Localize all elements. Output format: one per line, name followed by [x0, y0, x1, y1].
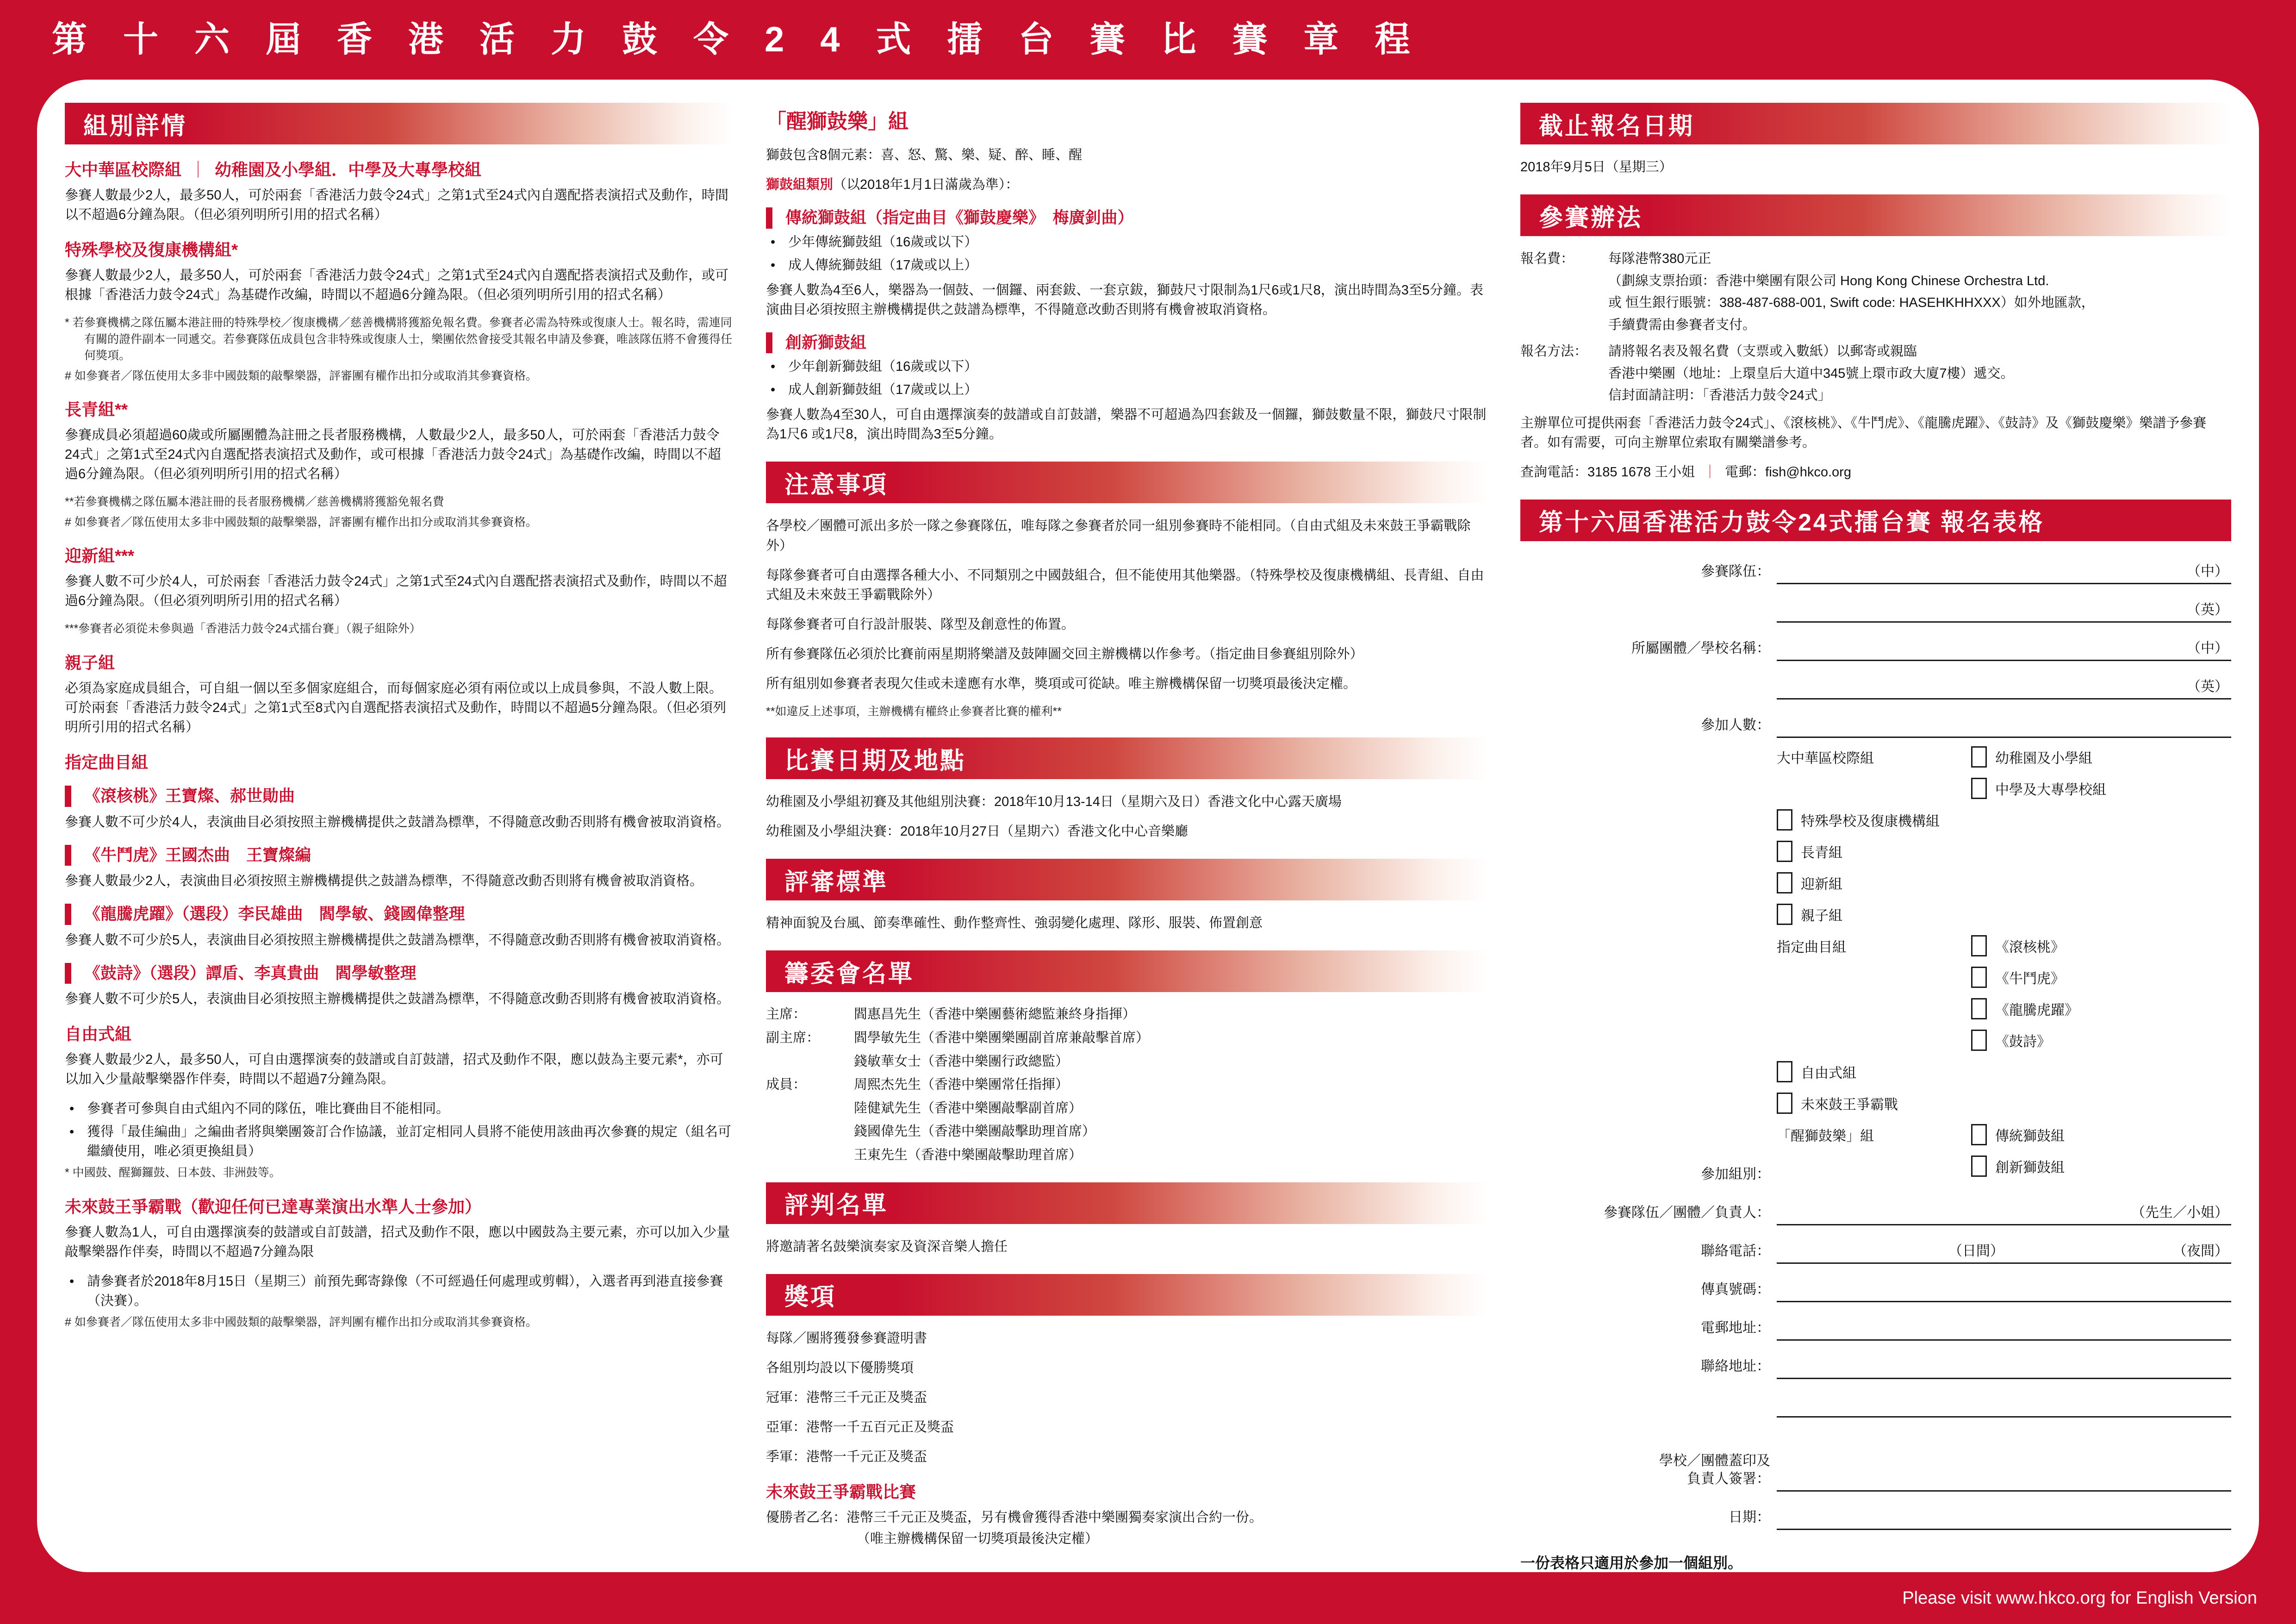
checkbox-icon: [1777, 809, 1792, 831]
signature-label-line1: 學校／團體蓋印及: [1659, 1453, 1770, 1468]
checkbox-icon: [1971, 998, 1987, 1019]
paragraph: 季軍：港幣一千元正及獎盃: [766, 1449, 927, 1464]
footnote: * 中國鼓、醒獅鑼鼓、日本鼓、非洲鼓等。: [65, 1166, 281, 1180]
section-header-judges: [766, 1182, 1488, 1224]
divider-bar: ｜: [1703, 464, 1717, 480]
paragraph: 每隊參賽者可自行設計服裝、隊型及創意性的佈置。: [766, 617, 1075, 632]
group-name: 大中華區校際組: [65, 160, 182, 179]
category-row: [1777, 998, 2231, 1019]
section-header-dates-venue: [766, 737, 1488, 779]
song-title-ox-tiger: 《牛鬥虎》王國杰曲 王寶燦編: [65, 845, 734, 866]
section-title: 獎項: [784, 1284, 837, 1311]
paragraph: 參賽人數最少2人，表演曲目必須按照主辦機構提供之鼓譜為標準，不得隨意改動否則將有機會被取消資格。: [65, 874, 703, 889]
category-row: [1777, 1030, 2231, 1051]
bullet-item: • 請參賽者於2018年8月15日（星期三）前預先郵寄錄像（不可經過任何處理或剪輯），入選者再到港直接參賽（決賽）。: [65, 1272, 734, 1311]
checkbox-icon: [1971, 967, 1987, 988]
committee-role: [766, 1146, 854, 1165]
score-provision-paragraph: 主辦單位可提供兩套「香港活力鼓令24式」、《滾核桃》、《牛鬥虎》、《龍騰虎躍》、《鼓詩》及《獅鼓慶樂》樂譜予參賽者。如有需要，可向主辦單位索取有關樂譜參考。: [1520, 415, 2207, 450]
field-label: 日期：: [1729, 1509, 1770, 1525]
field-category: [1520, 746, 2231, 1187]
address-input-line1[interactable]: [1777, 1349, 2231, 1379]
field-label: 電郵地址：: [1701, 1320, 1770, 1336]
paragraph: 參賽人數為1人，可自由選擇演奏的鼓譜或自訂鼓譜，招式及動作不限，應以中國鼓為主要元素，亦可以加入少量敲擊樂器作伴奏，時間以不超過7分鐘為限: [65, 1224, 730, 1260]
paragraph: 獅鼓包含8個元素：喜、怒、驚、樂、疑、醉、睡、醒: [766, 148, 1083, 162]
fee-details: [1608, 249, 2231, 337]
how-line: 香港中樂團（地址：上環皇后大道中345號上環市政大廈7樓）遞交。: [1608, 366, 2014, 381]
song-title-drum-poem: 《鼓詩》（選段）譚盾、李真貴曲 閻學敏整理: [65, 963, 734, 984]
field-address: [1520, 1349, 2231, 1379]
checkbox-label: 迎新組: [1801, 876, 1842, 892]
committee-row: [766, 1005, 1488, 1024]
checkbox-label: 親子組: [1801, 908, 1842, 924]
checkbox-evergreen[interactable]: [1777, 841, 1842, 862]
checkbox-innovative-lion-drum[interactable]: [1971, 1156, 2065, 1177]
checkbox-label: 《鼓詩》: [1995, 1034, 2051, 1049]
category-row: [1777, 904, 2231, 925]
field-organisation-cn: [1520, 631, 2231, 661]
how-to-apply-label: 報名方法：: [1520, 344, 1588, 359]
bullet-item: • 參賽者可參與自由式組內不同的隊伍，唯比賽曲目不能相同。: [65, 1099, 734, 1118]
signature-input[interactable]: [1777, 1462, 2231, 1492]
subheading-family: 親子組: [65, 653, 115, 672]
field-signature: [1520, 1452, 2231, 1492]
section-title: 評審標準: [784, 868, 889, 896]
field-fax: [1520, 1272, 2231, 1302]
section-header-committee: [766, 950, 1488, 992]
checkbox-icon: [1777, 904, 1792, 925]
section-header-judging-criteria: [766, 859, 1488, 900]
fee-line: 每隊港幣380元正: [1608, 251, 1711, 267]
subheading-innovative-lion-drum: 創新獅鼓組: [766, 332, 1488, 354]
bullet-item: • 少年傳統獅鼓組（16歲或以下）: [766, 232, 1488, 252]
subheading-future-drum-king: 未來鼓王爭霸戰（歡迎任何已達專業演出水準人士參加）: [65, 1197, 482, 1216]
category-row: [1777, 778, 2231, 799]
team-name-en-input[interactable]: [1777, 593, 2231, 623]
section-title: 評判名單: [784, 1192, 889, 1219]
field-participant-count: [1520, 708, 2231, 738]
committee-row: [766, 1122, 1488, 1141]
paragraph: 所有組別如參賽者表現欠佳或未達應有水準，獎項或可從缺。唯主辦機構保留一切獎項最後決定權。: [766, 676, 1357, 691]
checkbox-icon: [1971, 746, 1987, 768]
paragraph: 亞軍：港幣一千五百元正及獎盃: [766, 1419, 954, 1435]
organisation-cn-input[interactable]: [1777, 631, 2231, 661]
paragraph: 參賽人數為4至6人，樂器為一個鼓、一個鑼、兩套鈸、一套京鈸，獅鼓尺寸限制為1尺6或1尺8，演出時間為3至5分鐘。表演曲目必須按照主辦機構提供之鼓譜為標準，不得隨意改動否則將有機會被取消資格。: [766, 282, 1484, 317]
subheading-greater-china-schools: [65, 159, 734, 180]
section-title: 組別詳情: [83, 112, 187, 140]
bullet-item: • 獲得「最佳編曲」之編曲者將與樂團簽訂合作協議，並訂定相同人員將不能使用該曲再次參賽的規定（組名可繼續使用，唯必須更換組員）: [65, 1122, 734, 1161]
paragraph: 每隊／團將獲發參賽證明書: [766, 1330, 927, 1346]
category-row: [1777, 1061, 2231, 1082]
committee-role: [766, 1099, 854, 1118]
field-label: [1520, 619, 1777, 623]
address-input-line2[interactable]: [1777, 1387, 2231, 1418]
paragraph: 各學校／團體可派出多於一隊之參賽隊伍，唯每隊之參賽者於同一組別參賽時不能相同。（自由式組及未來鼓王爭霸戰除外）: [766, 518, 1471, 553]
footnote: * 若參賽機構之隊伍屬本港註冊的特殊學校／復康機構／慈善機構將獲豁免報名費。參賽者必需為特殊或復康人士。報名時，需連同有關的證件副本一同遞交。若參賽隊伍成員包含非特殊或復康人士，樂團依然會接受其報名申請及參賽，唯該隊伍將不會獲得任何獎項。: [65, 316, 733, 362]
field-suffix: （英）: [2187, 679, 2228, 694]
subheading-lion-drum-group: 「醒獅鼓樂」組: [766, 110, 908, 133]
section-header-group-details: [65, 103, 734, 144]
field-suffix: （日間）: [1948, 1243, 2004, 1259]
checkbox-label: 自由式組: [1801, 1065, 1856, 1081]
footnote: ***參賽者必須從未參與過「香港活力鼓令24式擂台賽」（親子組除外）: [65, 622, 421, 636]
column-lion-drum-and-info: [766, 103, 1488, 1549]
category-row: [1777, 746, 2231, 768]
footer-band: [0, 1572, 2296, 1624]
field-label: 傳真號碼：: [1701, 1281, 1770, 1297]
field-label: 參賽隊伍：: [1701, 563, 1770, 579]
checkbox-icon: [1971, 935, 1987, 956]
fee-block: [1520, 249, 2231, 337]
form-note: 一份表格只適用於參加一個組別。: [1520, 1554, 1743, 1571]
section-header-awards: [766, 1274, 1488, 1316]
paragraph: 每隊參賽者可自由選擇各種大小、不同類別之中國鼓組合，但不能使用其他樂器。（特殊學校及復康機構組、長青組、自由式組及未來鼓王爭霸戰除外）: [766, 568, 1484, 602]
subheading-evergreen: 長青組**: [65, 400, 128, 419]
checkbox-label: 長青組: [1801, 845, 1842, 861]
checkbox-label: 中學及大專學校組: [1995, 782, 2106, 798]
committee-name: 錢國偉先生（香港中樂團敲擊助理首席）: [854, 1124, 1096, 1139]
paragraph: 幼稚園及小學組初賽及其他組別決賽：2018年10月13-14日（星期六及日）香港文化中心露天廣場: [766, 794, 1342, 810]
checkbox-icon: [1971, 778, 1987, 799]
field-phone: [1520, 1234, 2231, 1264]
footnote: # 如參賽者／隊伍使用太多非中國鼓類的敲擊樂器，評審團有權作出扣分或取消其參賽資格。: [65, 369, 537, 382]
category-row: [1777, 841, 2231, 862]
song-title-rolling-walnuts: 《滾核桃》王寶燦、郝世勛曲: [65, 786, 734, 807]
field-suffix: （先生／小姐）: [2131, 1205, 2228, 1220]
section-title: 截止報名日期: [1539, 112, 1695, 140]
paragraph: 所有參賽隊伍必須於比賽前兩星期將樂譜及鼓陣圖交回主辦機構以作參考。（指定曲目參賽組別除外）: [766, 646, 1363, 662]
checkbox-special-schools[interactable]: [1777, 809, 1940, 831]
checkbox-label: 《龍騰虎躍》: [1995, 1002, 2078, 1018]
field-team-name-cn: [1520, 554, 2231, 584]
committee-row: [766, 1146, 1488, 1165]
section-title: 第十六屆香港活力鼓令24式擂台賽 報名表格: [1539, 509, 2045, 537]
fee-line: 或 恒生銀行賬號：388-487-688-001, Swift code: HASEHKHHXXX）如外地匯款，: [1608, 295, 2095, 311]
committee-row: [766, 1075, 1488, 1094]
committee-name: 王東先生（香港中樂團敲擊助理首席）: [854, 1148, 1083, 1162]
fee-line: （劃線支票抬頭：香港中樂團有限公司 Hong Kong Chinese Orchestra Ltd.: [1608, 273, 2049, 288]
checkbox-secondary-tertiary[interactable]: [1971, 778, 2106, 799]
checkbox-kindergarten-primary[interactable]: [1971, 746, 2092, 768]
phone-input[interactable]: [1777, 1234, 2231, 1264]
checkbox-icon: [1971, 1124, 1987, 1145]
category-group-school: 大中華區校際組: [1777, 750, 1874, 766]
team-name-cn-input[interactable]: [1777, 554, 2231, 584]
checkbox-future-drum-king[interactable]: [1777, 1093, 1898, 1114]
checkbox-freestyle[interactable]: [1777, 1061, 1856, 1082]
checkbox-song-drum-poem[interactable]: [1971, 1030, 2051, 1051]
paragraph: 參賽人數不可少於4人，表演曲目必須按照主辦機構提供之鼓譜為標準，不得隨意改動否則將有機會被取消資格。: [65, 814, 730, 830]
paragraph: 各組別均設以下優勝獎項: [766, 1360, 914, 1375]
category-row: [1777, 809, 2231, 831]
bullet-item: • 成人傳統獅鼓組（17歲或以上）: [766, 256, 1488, 275]
committee-name: 周熙杰先生（香港中樂團常任指揮）: [854, 1077, 1069, 1093]
how-to-apply-block: [1520, 342, 2231, 408]
field-label: 參加組別：: [1701, 1166, 1770, 1182]
section-title: 注意事項: [784, 471, 889, 499]
group-subcategories: 幼稚園及小學組．中學及大專學校組: [215, 160, 482, 179]
checkbox-song-ox-tiger[interactable]: [1971, 967, 2065, 988]
committee-role: 成員：: [766, 1077, 807, 1093]
paragraph: 參賽人數最少2人，最多50人，可於兩套「香港活力鼓令24式」之第1式至24式內自選配搭表演招式及動作，或可根據「香港活力鼓令24式」為基礎作改編，時間以不超過6分鐘為限。（但必須列明所引用的招式名稱）: [65, 268, 729, 303]
page-title: 第十六屆香港活力鼓令24式擂台賽比賽章程: [52, 20, 1446, 59]
fax-input[interactable]: [1777, 1272, 2231, 1302]
field-label: [1520, 696, 1777, 700]
paragraph: 參賽成員必須超過60歲或所屬團體為註冊之長者服務機構，人數最少2人，最多50人，可於兩套「香港活力鼓令24式」之第1式至24式內自選配搭表演招式及動作，或可根據「香港活力鼓令24式」為基礎作改編，時間以不超過6分鐘為限。（但必須列明所引用的招式名稱）: [65, 428, 721, 482]
enquiry-email: 電郵：fish@hkco.org: [1725, 464, 1851, 480]
checkbox-icon: [1777, 1061, 1792, 1082]
checkbox-label: 《牛鬥虎》: [1995, 971, 2065, 987]
song-title-dragon-tiger: 《龍騰虎躍》（選段）李民雄曲 閻學敏、錢國偉整理: [65, 904, 734, 925]
checkbox-label: 特殊學校及復康機構組: [1801, 813, 1940, 829]
enquiry-phone: 查詢電話：3185 1678 王小姐: [1520, 464, 1695, 480]
checkbox-icon: [1971, 1030, 1987, 1051]
checkbox-family[interactable]: [1777, 904, 1842, 925]
field-label: 參賽隊伍／團體／負責人：: [1604, 1205, 1770, 1220]
committee-row: [766, 1029, 1488, 1048]
field-date: [1520, 1500, 2231, 1530]
paragraph: 參賽人數不可少於4人，可於兩套「香港活力鼓令24式」之第1式至24式內自選配搭表演招式及動作，時間以不超過6分鐘為限。（但必須列明所引用的招式名稱）: [65, 574, 727, 609]
category-group-specified: 指定曲目組: [1777, 939, 1846, 955]
section-title: 參賽辦法: [1539, 204, 1643, 231]
field-email: [1520, 1311, 2231, 1341]
field-label: 聯絡地址：: [1701, 1358, 1770, 1374]
section-header-deadline: [1520, 103, 2231, 144]
checkbox-newcomer[interactable]: [1777, 872, 1842, 893]
bullet-item: • 成人創新獅鼓組（17歲或以上）: [766, 380, 1488, 400]
paragraph: 冠軍：港幣三千元正及獎盃: [766, 1390, 927, 1405]
lion-category-note: （以2018年1月1日滿歲為準）：: [833, 177, 1019, 193]
fee-label: 報名費：: [1520, 251, 1574, 267]
category-options: [1777, 746, 2231, 1187]
committee-row: [766, 1052, 1488, 1071]
committee-name: 錢敏華女士（香港中樂團行政總監）: [854, 1054, 1069, 1069]
bullet-item: • 少年創新獅鼓組（16歲或以下）: [766, 357, 1488, 376]
checkbox-song-rolling-walnuts[interactable]: [1971, 935, 2065, 956]
checkbox-label: 未來鼓王爭霸戰: [1801, 1097, 1898, 1112]
field-organisation-en: [1520, 669, 2231, 700]
column-registration: [1520, 103, 2231, 1571]
how-line: 信封面請註明：「香港活力鼓令24式」: [1608, 388, 1831, 403]
checkbox-icon: [1971, 1156, 1987, 1177]
subheading-freestyle: 自由式組: [65, 1024, 132, 1044]
committee-role: 副主席：: [766, 1031, 820, 1046]
how-line: 請將報名表及報名費（支票或入數紙）以郵寄或親臨: [1608, 344, 1917, 359]
committee-name: 閻學敏先生（香港中樂團樂團副首席兼敲擊首席）: [854, 1031, 1150, 1046]
footnote: **若參賽機構之隊伍屬本港註冊的長者服務機構／慈善機構將獲豁免報名費: [65, 495, 444, 509]
category-row: [1777, 1156, 2231, 1177]
signature-label-line2: 負責人簽署：: [1687, 1471, 1770, 1487]
section-header-entry-method: [1520, 194, 2231, 236]
subheading-traditional-lion-drum: 傳統獅鼓組（指定曲目《獅鼓慶樂》 梅廣釗曲）: [766, 207, 1488, 229]
checkbox-label: 創新獅鼓組: [1995, 1160, 2065, 1175]
checkbox-traditional-lion-drum[interactable]: [1971, 1124, 2065, 1145]
column-group-details: [65, 103, 734, 1549]
field-team-name-en: [1520, 593, 2231, 623]
committee-role: [766, 1052, 854, 1071]
checkbox-label: 幼稚園及小學組: [1995, 750, 2092, 766]
paragraph: 參賽人數為4至30人，可自由選擇演奏的鼓譜或自訂鼓譜，樂器不可超過為四套鈸及一個鑼，獅鼓數量不限，獅鼓尺寸限制為1尺6 或1尺8，演出時間為3至5分鐘。: [766, 407, 1487, 442]
committee-name: 閻惠昌先生（香港中樂團藝術總監兼終身指揮）: [854, 1007, 1136, 1022]
checkbox-icon: [1777, 872, 1792, 893]
deadline-date: 2018年9月5日（星期三）: [1520, 160, 1673, 175]
field-address-line2: [1520, 1387, 2231, 1418]
leader-input[interactable]: [1777, 1195, 2231, 1225]
committee-row: [766, 1099, 1488, 1118]
paragraph: 將邀請著名鼓樂演奏家及資深音樂人擔任: [766, 1239, 1008, 1254]
field-label: [1520, 1452, 1777, 1492]
category-row: [1777, 967, 2231, 988]
field-suffix: （中）: [2187, 640, 2228, 656]
lion-category-label: 獅鼓組類別: [766, 177, 834, 193]
fee-line: 手續費需由參賽者支付。: [1608, 317, 1756, 332]
checkbox-icon: [1777, 1093, 1792, 1114]
section-title: 籌委會名單: [784, 960, 915, 987]
paragraph: [766, 175, 1488, 194]
paragraph: 必須為家庭成員組合，可自組一個以至多個家庭組合，而每個家庭必須有兩位或以上成員參與，不設人數上限。可於兩套「香港活力鼓令24式」之第1式至8式內自選配搭表演招式及動作，時間以不超過5分鐘為限。（但必須列明所引用的招式名稱）: [65, 681, 727, 735]
paragraph: 優勝者乙名：港幣三千元正及獎盃，另有機會獲得香港中樂團獨奏家演出合約一份。: [766, 1510, 1263, 1525]
category-row: [1777, 935, 2231, 956]
subheading-specified-pieces: 指定曲目組: [65, 753, 149, 772]
category-row: [1777, 1124, 2231, 1145]
spacer: [1520, 1426, 2231, 1452]
committee-role: 主席：: [766, 1007, 807, 1022]
field-leader: [1520, 1195, 2231, 1225]
paragraph: 參賽人數不可少於5人，表演曲目必須按照主辦機構提供之鼓譜為標準，不得隨意改動否則將有機會被取消資格。: [65, 992, 730, 1007]
paragraph: （唯主辦機構保留一切獎項最後決定權）: [857, 1531, 1099, 1546]
category-row: [1777, 872, 2231, 893]
footnote: **如違反上述事項，主辦機構有權終止參賽者比賽的權利**: [766, 705, 1062, 718]
subheading-special-schools: 特殊學校及復康機構組*: [65, 240, 238, 260]
section-title: 比賽日期及地點: [784, 747, 966, 775]
paragraph: 參賽人數最少2人，最多50人，可自由選擇演奏的鼓譜或自訂鼓譜，招式及動作不限，應以鼓為主要元素*，亦可以加入少量敲擊樂器作伴奏，時間以不超過7分鐘為限。: [65, 1052, 723, 1087]
paragraph: 精神面貌及台風、節奏準確性、動作整齊性、強弱變化處理、隊形、服裝、佈置創意: [766, 916, 1263, 931]
enquiry-line: [1520, 462, 2231, 482]
committee-name: 陸健斌先生（香港中樂團敲擊副首席）: [854, 1100, 1083, 1116]
footnote: # 如參賽者／隊伍使用太多非中國鼓類的敲擊樂器，評判團有權作出扣分或取消其參賽資格。: [65, 1316, 537, 1329]
field-suffix: （中）: [2187, 563, 2228, 579]
field-label: 參加人數：: [1701, 717, 1770, 733]
how-to-apply-details: [1608, 342, 2231, 408]
footnote: # 如參賽者／隊伍使用太多非中國鼓類的敲擊樂器，評審團有權作出扣分或取消其參賽資格。: [65, 515, 537, 529]
checkbox-label: 《滾核桃》: [1995, 939, 2065, 955]
committee-role: [766, 1122, 854, 1141]
registration-form: [1520, 554, 2231, 1573]
category-row: [1777, 1093, 2231, 1114]
field-label: 所屬團體／學校名稱：: [1631, 640, 1770, 656]
checkbox-song-dragon-tiger[interactable]: [1971, 998, 2078, 1019]
field-suffix: （英）: [2187, 602, 2228, 618]
content-panel: [37, 80, 2259, 1572]
field-label: 聯絡電話：: [1701, 1243, 1770, 1259]
participant-count-input[interactable]: [1777, 708, 2231, 738]
organisation-en-input[interactable]: [1777, 669, 2231, 700]
paragraph: 幼稚園及小學組決賽：2018年10月27日（星期六）香港文化中心音樂廳: [766, 824, 1188, 839]
checkbox-icon: [1777, 841, 1792, 862]
section-header-notes: [766, 462, 1488, 503]
paragraph: 參賽人數不可少於5人，表演曲目必須按照主辦機構提供之鼓譜為標準，不得隨意改動否則將有機會被取消資格。: [65, 932, 730, 948]
email-input[interactable]: [1777, 1311, 2231, 1341]
checkbox-label: 傳統獅鼓組: [1995, 1128, 2065, 1144]
category-group-lion: 「醒獅鼓樂」組: [1777, 1128, 1874, 1144]
date-input[interactable]: [1777, 1500, 2231, 1530]
divider-bar: ｜: [190, 160, 207, 179]
field-suffix: （夜間）: [2173, 1243, 2228, 1259]
subheading-newcomer: 迎新組***: [65, 546, 135, 566]
section-header-registration-form: [1520, 500, 2231, 541]
subheading-future-drum-king-contest: 未來鼓王爭霸戰比賽: [766, 1482, 916, 1501]
field-label: [1520, 1414, 1777, 1418]
paragraph: 參賽人數最少2人，最多50人，可於兩套「香港活力鼓令24式」之第1式至24式內自選配搭表演招式及動作，時間以不超過6分鐘為限。（但必須列明所引用的招式名稱）: [65, 188, 729, 223]
footer-english-version-note: Please visit www.hkco.org for English Version: [1902, 1588, 2257, 1608]
